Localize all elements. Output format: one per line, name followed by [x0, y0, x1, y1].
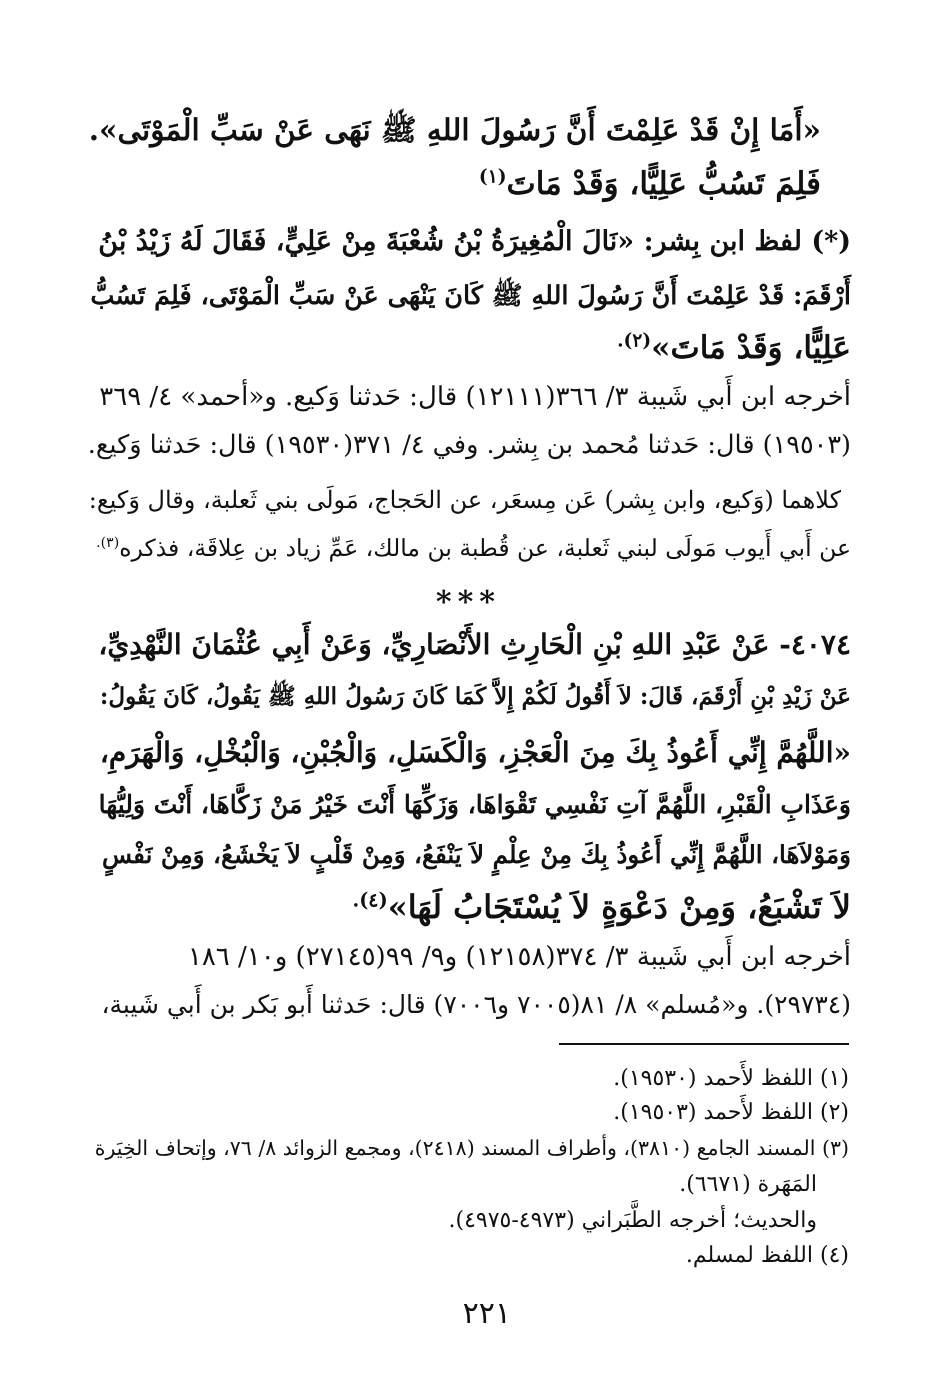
text-line-4: أَرْقَمَ: قَدْ عَلِمْتَ أَنَّ رَسُولَ اللهِ ﷺ كَانَ يَنْهَى عَنْ سَبِّ الْمَوْتَى، فَلِمَ تَسُبُّ	[90, 281, 851, 311]
hadith-line-2: عَنْ زَيْدِ بْنِ أَرْقَمَ، قَالَ: لاَ أَقُولُ لَكُمْ إِلاَّ كَمَا كَانَ رَسُولُ اللهِ ﷺ يَقُولُ، كَانَ يَقُولُ:	[99, 683, 851, 710]
footnote-3: (٣) المسند الجامع (٣٨١٠)، وأطراف المسند (٢٤١٨)، ومجمع الزوائد ٨/ ٧٦، وإتحاف الخِيَرة	[94, 1136, 849, 1160]
hadith-line-6: لاَ تَشْبَعُ، وَمِنْ دَعْوَةٍ لاَ يُسْتَجَابُ لَهَا»$^{(٤).}$	[352, 888, 851, 926]
footnote-1: (١) اللفظ لأَحمد (١٩٥٣٠).	[613, 1066, 849, 1091]
takhrij-line-6: (٢٩٧٣٤). و«مُسلم» ٨/ ٨١(٧٠٠٥ و٧٠٠٦) قال: حَدثنا أَبو بَكر بن أَبي شَيبة،	[101, 990, 851, 1019]
section-separator-stars: ***	[435, 585, 501, 620]
text-line-1: «أَمَا إِنْ قَدْ عَلِمْتَ أَنَّ رَسُولَ اللهِ ﷺ نَهَى عَنْ سَبِّ الْمَوْتَى».	[88, 112, 821, 147]
footnote-separator	[559, 1043, 849, 1045]
hadith-line-3: «اللَّهُمَّ إِنِّي أَعُوذُ بِكَ مِنَ الْعَجْزِ، وَالْكَسَلِ، وَالْجُبْنِ، وَالْبُخْلِ، وَالْهَرَمِ،	[99, 736, 851, 769]
takhrij-line-3: كلاهما (وَكيع، وابن بِشر) عَن مِسعَر، عن الحَجاج، مَولَى بني ثَعلبة، وقال وَكيع:	[88, 486, 841, 514]
footnote-3-note: والحديث؛ أخرجه الطَّبَراني (٤٩٧٣-٤٩٧٥).	[448, 1208, 817, 1233]
footnote-ref-2: (٢).	[617, 330, 652, 352]
footnote-4: (٤) اللفظ لمسلم.	[685, 1243, 849, 1268]
footnote-ref-1: (١)	[478, 166, 507, 188]
footnote-ref-4: (٤).	[352, 888, 388, 912]
footnote-ref-3: (٣).	[96, 535, 120, 552]
takhrij-line-5: أخرجه ابن أَبي شَيبة ٣/ ٣٧٤(١٢١٥٨) و٩/ ٩٩(٢٧١٤٥) و١٠/ ١٨٦	[187, 942, 851, 972]
footnote-2: (٢) اللفظ لأَحمد (١٩٥٠٣).	[613, 1100, 849, 1125]
page-number: ٢٢١	[462, 1296, 511, 1331]
text-line-2: فَلِمَ تَسُبُّ عَلِيًّا، وَقَدْ مَاتَ$^{(١)}$	[478, 166, 821, 202]
takhrij-line-4: عن أَبي أَيوب مَولَى لبني ثَعلبة، عن قُطبة بن مالك، عَمِّ زياد بن عِلاقَة، فذكره$^{(٣).}$	[96, 534, 851, 562]
takhrij-line-2: (١٩٥٠٣) قال: حَدثنا مُحمد بن بِشر. وفي ٤/ ٣٧١(١٩٥٣٠) قال: حَدثنا وَكيع.	[87, 430, 851, 460]
hadith-line-5: وَمَوْلاَهَا، اللَّهُمَّ إِنِّي أَعُوذُ بِكَ مِنْ عِلْمٍ لاَ يَنْفَعُ، وَمِنْ قَلْبٍ لاَ يَخْشَعُ، وَمِنْ نَفْسٍ	[101, 840, 851, 869]
text-line-5: عَلِيًّا، وَقَدْ مَاتَ»$^{(٢).}$	[617, 330, 851, 366]
footnote-3-continued: المَهَرة (٦٦٧١).	[679, 1172, 817, 1197]
text-line-3: (*) لفظ ابن بِشر: «نَالَ الْمُغِيرَةُ بْنُ شُعْبَةَ مِنْ عَلِيٍّ، فَقَالَ لَهُ زَيْدُ بْنُ	[98, 226, 851, 257]
takhrij-line-1: أخرجه ابن أَبي شَيبة ٣/ ٣٦٦(١٢١١١) قال: حَدثنا وَكيع. و«أحمد» ٤/ ٣٦٩	[99, 382, 851, 412]
hadith-line-1: ٤٠٧٤- عَنْ عَبْدِ اللهِ بْنِ الْحَارِثِ الأَنْصَارِيِّ، وَعَنْ أَبِي عُثْمَانَ النَّهْدِيِّ،	[98, 628, 851, 661]
hadith-line-4: وَعَذَابِ الْقَبْرِ، اللَّهُمَّ آتِ نَفْسِي تَقْوَاهَا، وَزَكِّهَا أَنْتَ خَيْرُ مَنْ زَكَّاهَا، أَنْتَ وَلِيُّهَا	[98, 790, 851, 819]
